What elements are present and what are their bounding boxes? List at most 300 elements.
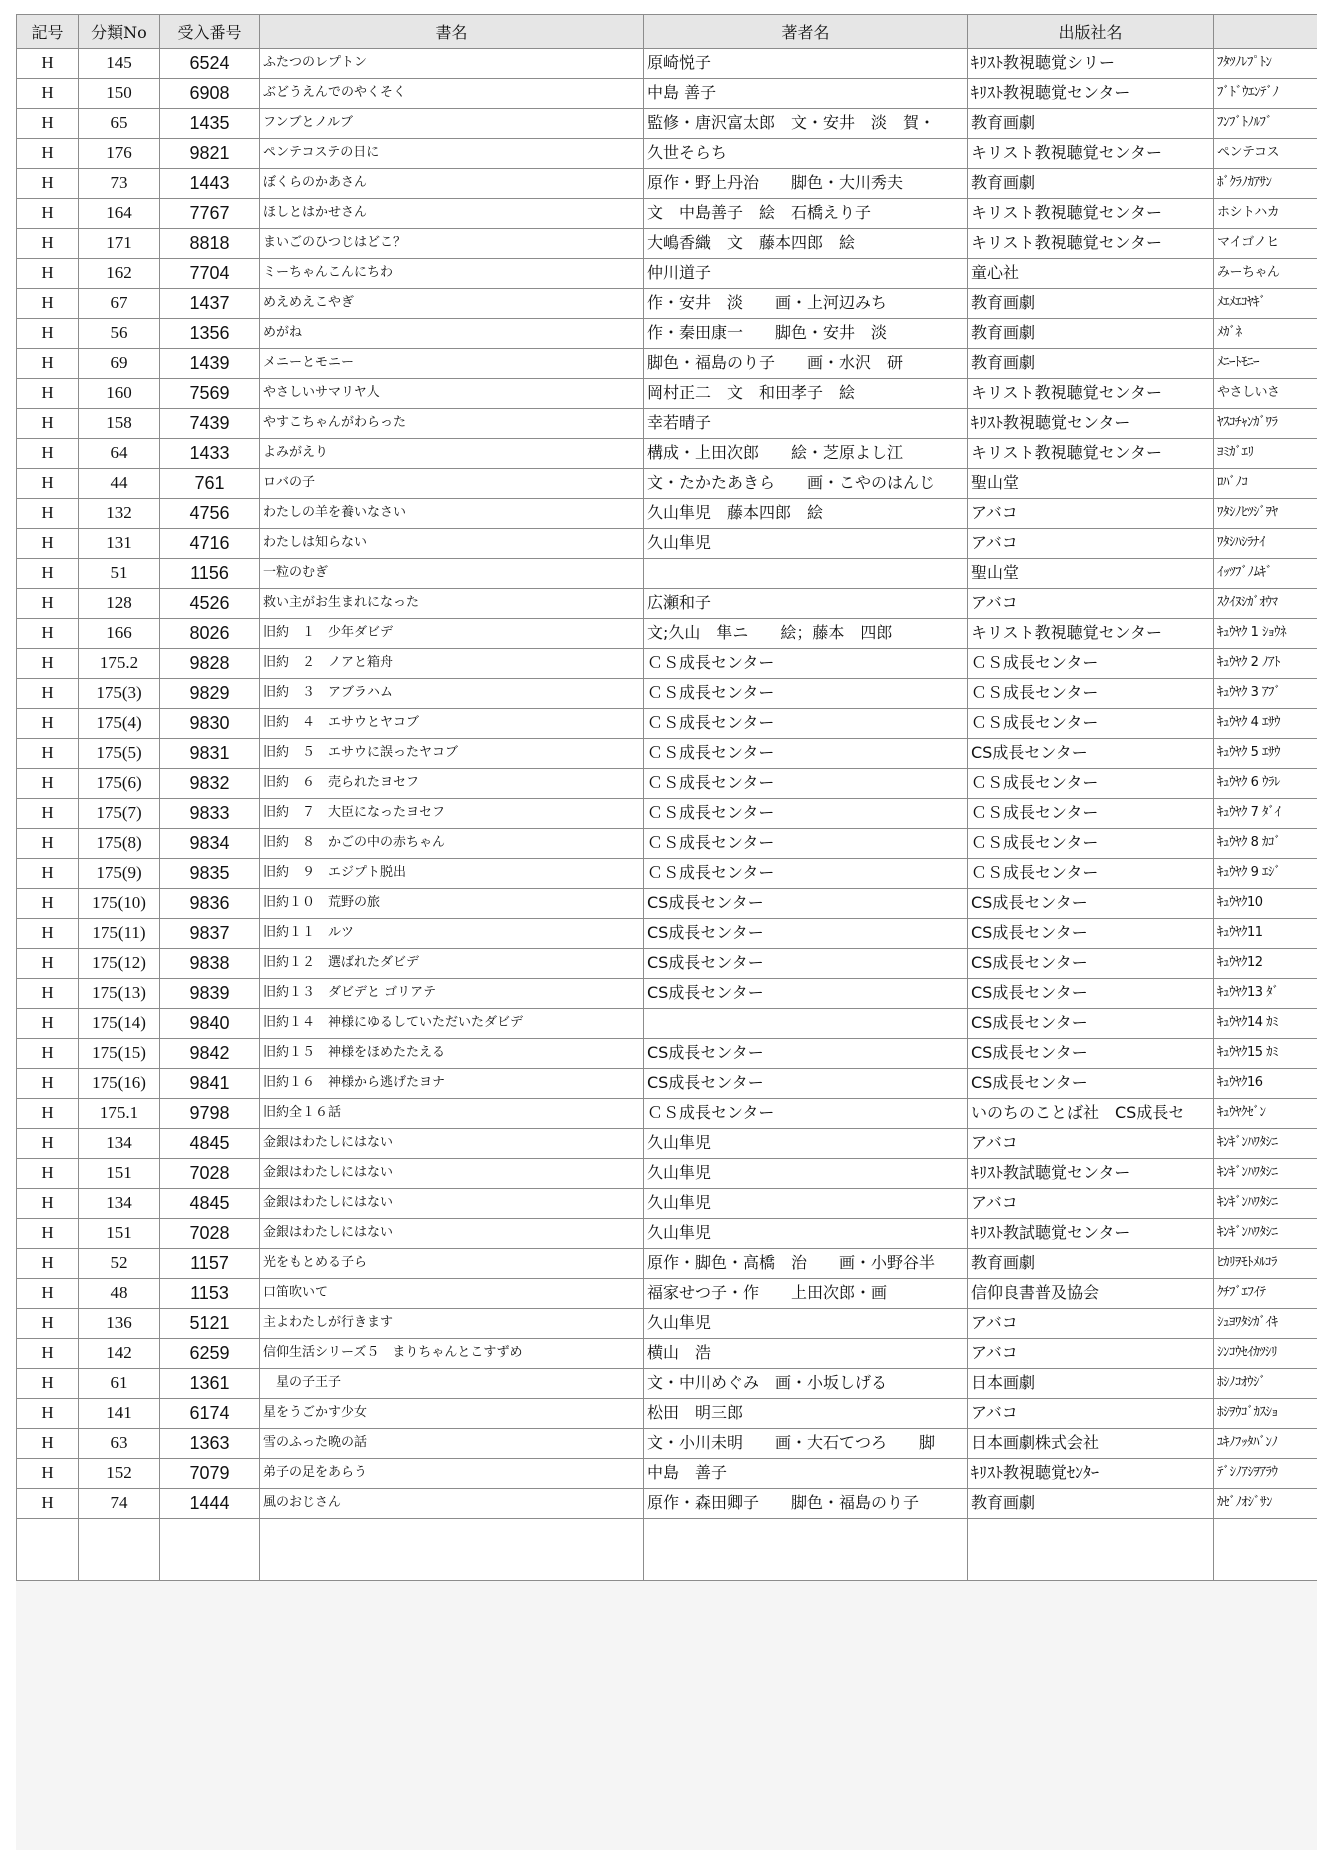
cell-bunrui-no: 44	[79, 469, 160, 499]
cell-author: ＣＳ成長センター	[644, 1099, 968, 1129]
cell-author: 原作・野上丹治 脚色・大川秀夫	[644, 169, 968, 199]
cell-kana: ﾎﾞｸﾗﾉｶｱｻﾝ	[1214, 169, 1317, 199]
cell-ukeire-bango: 9839	[160, 979, 260, 1009]
cell-title: 風のおじさん	[260, 1489, 644, 1519]
cell-author: 岡村正二 文 和田孝子 絵	[644, 379, 968, 409]
cell-bunrui-no: 151	[79, 1159, 160, 1189]
cell-kana: ﾌﾝﾌﾞﾄﾉﾙﾌﾞ	[1214, 109, 1317, 139]
cell-publisher: キリスト教視聴覚センター	[968, 439, 1214, 469]
table-row	[17, 259, 1317, 289]
cell-title: めえめえこやぎ	[260, 289, 644, 319]
empty-cell	[260, 1519, 644, 1581]
cell-bunrui-no: 141	[79, 1399, 160, 1429]
cell-kigo: H	[17, 1369, 79, 1399]
table-row	[17, 919, 1317, 949]
cell-publisher: ＣＳ成長センター	[968, 799, 1214, 829]
cell-author: 原作・森田卿子 脚色・福島のり子	[644, 1489, 968, 1519]
cell-bunrui-no: 175(4)	[79, 709, 160, 739]
cell-kigo: H	[17, 469, 79, 499]
cell-bunrui-no: 136	[79, 1309, 160, 1339]
cell-bunrui-no: 150	[79, 79, 160, 109]
cell-bunrui-no: 73	[79, 169, 160, 199]
cell-title: メニーとモニー	[260, 349, 644, 379]
cell-publisher: アバコ	[968, 1309, 1214, 1339]
cell-kigo: H	[17, 889, 79, 919]
cell-author: 大嶋香織 文 藤本四郎 絵	[644, 229, 968, 259]
cell-ukeire-bango: 1356	[160, 319, 260, 349]
cell-author: ＣＳ成長センター	[644, 739, 968, 769]
cell-kigo: H	[17, 289, 79, 319]
cell-ukeire-bango: 9798	[160, 1099, 260, 1129]
cell-title: ペンテコステの日に	[260, 139, 644, 169]
cell-author: CS成長センター	[644, 919, 968, 949]
cell-kigo: H	[17, 439, 79, 469]
cell-kigo: H	[17, 379, 79, 409]
cell-bunrui-no: 65	[79, 109, 160, 139]
cell-kana: ｷｭｳﾔｸ 7 ﾀﾞｲ	[1214, 799, 1317, 829]
table-row	[17, 229, 1317, 259]
table-row	[17, 709, 1317, 739]
cell-publisher: 日本画劇株式会社	[968, 1429, 1214, 1459]
cell-bunrui-no: 158	[79, 409, 160, 439]
cell-title: 主よわたしが行きます	[260, 1309, 644, 1339]
cell-publisher: アバコ	[968, 529, 1214, 559]
cell-publisher: ｷﾘｽﾄ教視聴覚センター	[968, 409, 1214, 439]
cell-publisher: CS成長センター	[968, 979, 1214, 1009]
cell-kigo: H	[17, 919, 79, 949]
cell-ukeire-bango: 9842	[160, 1039, 260, 1069]
cell-kigo: H	[17, 1159, 79, 1189]
cell-publisher: ｷﾘｽﾄ教視聴覚センター	[968, 79, 1214, 109]
cell-author: ＣＳ成長センター	[644, 769, 968, 799]
cell-title: やすこちゃんがわらった	[260, 409, 644, 439]
cell-kigo: H	[17, 979, 79, 1009]
cell-kana: ｲｯﾂﾌﾞﾉﾑｷﾞ	[1214, 559, 1317, 589]
table-row	[17, 859, 1317, 889]
cell-publisher: 教育画劇	[968, 169, 1214, 199]
cell-kigo: H	[17, 349, 79, 379]
cell-kigo: H	[17, 589, 79, 619]
cell-bunrui-no: 48	[79, 1279, 160, 1309]
cell-kigo: H	[17, 319, 79, 349]
cell-kana: ホシトハカ	[1214, 199, 1317, 229]
cell-ukeire-bango: 9841	[160, 1069, 260, 1099]
cell-kana: ペンテコス	[1214, 139, 1317, 169]
cell-title: 旧約 ７ 大臣になったヨセフ	[260, 799, 644, 829]
cell-kigo: H	[17, 649, 79, 679]
table-row	[17, 829, 1317, 859]
table-row	[17, 1429, 1317, 1459]
cell-bunrui-no: 162	[79, 259, 160, 289]
cell-author	[644, 1009, 968, 1039]
cell-kana: ｷｭｳﾔｸ 1 ｼｮｳﾈ	[1214, 619, 1317, 649]
table-row	[17, 289, 1317, 319]
cell-bunrui-no: 134	[79, 1189, 160, 1219]
cell-title: ロバの子	[260, 469, 644, 499]
cell-ukeire-bango: 7439	[160, 409, 260, 439]
cell-publisher: CS成長センター	[968, 1009, 1214, 1039]
cell-author: 中島 善子	[644, 79, 968, 109]
table-row	[17, 1189, 1317, 1219]
cell-ukeire-bango: 9829	[160, 679, 260, 709]
table-row	[17, 619, 1317, 649]
cell-ukeire-bango: 6259	[160, 1339, 260, 1369]
cell-kana: ﾒﾆｰﾄﾓﾆｰ	[1214, 349, 1317, 379]
cell-ukeire-bango: 7079	[160, 1459, 260, 1489]
cell-ukeire-bango: 9833	[160, 799, 260, 829]
cell-kigo: H	[17, 1249, 79, 1279]
cell-author: 構成・上田次郎 絵・芝原よし江	[644, 439, 968, 469]
cell-title: 金銀はわたしにはない	[260, 1219, 644, 1249]
cell-ukeire-bango: 7028	[160, 1159, 260, 1189]
table-row	[17, 169, 1317, 199]
cell-kana: みーちゃん	[1214, 259, 1317, 289]
cell-author: 久山隼児	[644, 1129, 968, 1159]
cell-publisher: CS成長センター	[968, 1039, 1214, 1069]
spreadsheet-page	[16, 14, 1317, 1850]
cell-kigo: H	[17, 259, 79, 289]
cell-kana: マイゴノヒ	[1214, 229, 1317, 259]
cell-kigo: H	[17, 499, 79, 529]
cell-kigo: H	[17, 1129, 79, 1159]
cell-ukeire-bango: 7028	[160, 1219, 260, 1249]
cell-author: 文・中川めぐみ 画・小坂しげる	[644, 1369, 968, 1399]
cell-kigo: H	[17, 199, 79, 229]
cell-publisher: ｷﾘｽﾄ教視聴覚シリー	[968, 49, 1214, 79]
cell-author: 脚色・福島のり子 画・水沢 研	[644, 349, 968, 379]
cell-title: 旧約 ４ エサウとヤコブ	[260, 709, 644, 739]
cell-kigo: H	[17, 409, 79, 439]
catalog-table	[16, 14, 1317, 1581]
cell-publisher: CS成長センター	[968, 1069, 1214, 1099]
cell-bunrui-no: 175(13)	[79, 979, 160, 1009]
cell-publisher: いのちのことば社 CS成長セ	[968, 1099, 1214, 1129]
cell-bunrui-no: 67	[79, 289, 160, 319]
cell-title: まいごのひつじはどこ？	[260, 229, 644, 259]
cell-kana: ｷｭｳﾔｸ12	[1214, 949, 1317, 979]
cell-kana: ﾒｴﾒｴｺﾔｷﾞ	[1214, 289, 1317, 319]
cell-kana: ｷｭｳﾔｸ14 ｶﾐ	[1214, 1009, 1317, 1039]
cell-kana: ｷｭｳﾔｸ15 ｶﾐ	[1214, 1039, 1317, 1069]
cell-author: 仲川道子	[644, 259, 968, 289]
cell-author: ＣＳ成長センター	[644, 829, 968, 859]
cell-kigo: H	[17, 1459, 79, 1489]
cell-author: 久山隼児 藤本四郎 絵	[644, 499, 968, 529]
cell-kana: ﾎｼｦｳｺﾞｶｽｼｮ	[1214, 1399, 1317, 1429]
cell-author: 広瀬和子	[644, 589, 968, 619]
cell-ukeire-bango: 1444	[160, 1489, 260, 1519]
cell-bunrui-no: 175(15)	[79, 1039, 160, 1069]
cell-title: 光をもとめる子ら	[260, 1249, 644, 1279]
cell-kana: ｼｭﾖﾜﾀｼｶﾞｲｷ	[1214, 1309, 1317, 1339]
cell-title: わたしの羊を養いなさい	[260, 499, 644, 529]
table-row	[17, 1009, 1317, 1039]
cell-publisher: 聖山堂	[968, 559, 1214, 589]
cell-kana: ｽｸｲﾇｼｶﾞｵｳﾏ	[1214, 589, 1317, 619]
table-row	[17, 469, 1317, 499]
table-row	[17, 1369, 1317, 1399]
cell-bunrui-no: 175(14)	[79, 1009, 160, 1039]
empty-cell	[160, 1519, 260, 1581]
cell-kigo: H	[17, 769, 79, 799]
cell-kigo: H	[17, 859, 79, 889]
table-row	[17, 589, 1317, 619]
cell-kana: ﾖﾐｶﾞｴﾘ	[1214, 439, 1317, 469]
cell-title: わたしは知らない	[260, 529, 644, 559]
cell-kigo: H	[17, 1069, 79, 1099]
empty-cell	[79, 1519, 160, 1581]
cell-bunrui-no: 56	[79, 319, 160, 349]
cell-ukeire-bango: 9838	[160, 949, 260, 979]
cell-kigo: H	[17, 229, 79, 259]
cell-kana: ﾒｶﾞﾈ	[1214, 319, 1317, 349]
cell-bunrui-no: 175(3)	[79, 679, 160, 709]
cell-publisher: ＣＳ成長センター	[968, 829, 1214, 859]
cell-ukeire-bango: 1157	[160, 1249, 260, 1279]
cell-author: 久山隼児	[644, 1219, 968, 1249]
cell-ukeire-bango: 1363	[160, 1429, 260, 1459]
cell-author: 作・秦田康一 脚色・安井 淡	[644, 319, 968, 349]
cell-publisher: アバコ	[968, 1189, 1214, 1219]
cell-title: やさしいサマリヤ人	[260, 379, 644, 409]
cell-title: 一粒のむぎ	[260, 559, 644, 589]
cell-author: 監修・唐沢富太郎 文・安井 淡 賀・	[644, 109, 968, 139]
table-row	[17, 319, 1317, 349]
cell-ukeire-bango: 9828	[160, 649, 260, 679]
cell-kigo: H	[17, 169, 79, 199]
cell-author: 福家せつ子・作 上田次郎・画	[644, 1279, 968, 1309]
cell-bunrui-no: 175(16)	[79, 1069, 160, 1099]
cell-publisher: ｷﾘｽﾄ教試聴覚センター	[968, 1219, 1214, 1249]
empty-cell	[968, 1519, 1214, 1581]
cell-title: 旧約 １ 少年ダビデ	[260, 619, 644, 649]
cell-author: 幸若晴子	[644, 409, 968, 439]
cell-title: 口笛吹いて	[260, 1279, 644, 1309]
cell-kigo: H	[17, 559, 79, 589]
cell-publisher: CS成長センター	[968, 919, 1214, 949]
cell-kana: ｼﾝｺｳｾｲｶﾂｼﾘ	[1214, 1339, 1317, 1369]
cell-title: 旧約１１ ルツ	[260, 919, 644, 949]
cell-publisher: キリスト教視聴覚センター	[968, 139, 1214, 169]
cell-publisher: アバコ	[968, 1129, 1214, 1159]
cell-publisher: アバコ	[968, 1339, 1214, 1369]
cell-title: 旧約１４ 神様にゆるしていただいたダビデ	[260, 1009, 644, 1039]
cell-publisher: ＣＳ成長センター	[968, 769, 1214, 799]
cell-publisher: CS成長センター	[968, 739, 1214, 769]
cell-bunrui-no: 132	[79, 499, 160, 529]
cell-ukeire-bango: 4526	[160, 589, 260, 619]
cell-title: 星をうごかす少女	[260, 1399, 644, 1429]
cell-kana: ｷｭｳﾔｸ 2 ﾉｱﾄ	[1214, 649, 1317, 679]
table-row	[17, 199, 1317, 229]
cell-kana: ｷｭｳﾔｸ 5 ｴｻｳ	[1214, 739, 1317, 769]
cell-publisher: キリスト教視聴覚センター	[968, 199, 1214, 229]
cell-ukeire-bango: 6908	[160, 79, 260, 109]
cell-author: 中島 善子	[644, 1459, 968, 1489]
cell-publisher: ｷﾘｽﾄ教視聴覚ｾﾝﾀｰ	[968, 1459, 1214, 1489]
cell-kana: ｷｭｳﾔｸ11	[1214, 919, 1317, 949]
cell-title: ふたつのレプトン	[260, 49, 644, 79]
cell-ukeire-bango: 7704	[160, 259, 260, 289]
cell-bunrui-no: 151	[79, 1219, 160, 1249]
cell-ukeire-bango: 1437	[160, 289, 260, 319]
cell-kigo: H	[17, 1279, 79, 1309]
table-row	[17, 1489, 1317, 1519]
cell-kigo: H	[17, 949, 79, 979]
cell-publisher: キリスト教視聴覚センター	[968, 229, 1214, 259]
cell-title: ほしとはかせさん	[260, 199, 644, 229]
table-row	[17, 79, 1317, 109]
table-row	[17, 1459, 1317, 1489]
table-row	[17, 139, 1317, 169]
table-row	[17, 679, 1317, 709]
header-kigo: 記号	[17, 15, 79, 49]
cell-kigo: H	[17, 1339, 79, 1369]
cell-ukeire-bango: 8818	[160, 229, 260, 259]
cell-bunrui-no: 175.1	[79, 1099, 160, 1129]
cell-bunrui-no: 164	[79, 199, 160, 229]
cell-author: 原崎悦子	[644, 49, 968, 79]
cell-kigo: H	[17, 799, 79, 829]
cell-kana: ﾃﾞｼﾉｱｼｦｱﾗｳ	[1214, 1459, 1317, 1489]
cell-kigo: H	[17, 1429, 79, 1459]
cell-kana: ｸﾁﾌﾞｴﾌｲﾃ	[1214, 1279, 1317, 1309]
cell-bunrui-no: 171	[79, 229, 160, 259]
cell-ukeire-bango: 1153	[160, 1279, 260, 1309]
cell-kigo: H	[17, 1099, 79, 1129]
cell-bunrui-no: 175(5)	[79, 739, 160, 769]
cell-publisher: 教育画劇	[968, 289, 1214, 319]
table-row	[17, 379, 1317, 409]
cell-bunrui-no: 134	[79, 1129, 160, 1159]
cell-kana: ﾋｶﾘｦﾓﾄﾒﾙｺﾗ	[1214, 1249, 1317, 1279]
cell-ukeire-bango: 1361	[160, 1369, 260, 1399]
cell-bunrui-no: 64	[79, 439, 160, 469]
cell-kana: ｷｭｳﾔｸ16	[1214, 1069, 1317, 1099]
cell-bunrui-no: 74	[79, 1489, 160, 1519]
cell-ukeire-bango: 5121	[160, 1309, 260, 1339]
cell-kana: ｶｾﾞﾉｵｼﾞｻﾝ	[1214, 1489, 1317, 1519]
cell-kana: ﾎｼﾉｺｵｳｼﾞ	[1214, 1369, 1317, 1399]
table-row	[17, 1069, 1317, 1099]
table-row	[17, 979, 1317, 1009]
cell-bunrui-no: 160	[79, 379, 160, 409]
cell-author: 久山隼児	[644, 529, 968, 559]
cell-title: 旧約１６ 神様から逃げたヨナ	[260, 1069, 644, 1099]
cell-author: 作・安井 淡 画・上河辺みち	[644, 289, 968, 319]
cell-publisher: アバコ	[968, 1399, 1214, 1429]
cell-kana: ﾔｽｺﾁｬﾝｶﾞﾜﾗ	[1214, 409, 1317, 439]
cell-bunrui-no: 175(10)	[79, 889, 160, 919]
cell-kana: ｷﾝｷﾞﾝﾊﾜﾀｼﾆ	[1214, 1129, 1317, 1159]
cell-ukeire-bango: 6524	[160, 49, 260, 79]
cell-publisher: 信仰良書普及協会	[968, 1279, 1214, 1309]
cell-kana: ｷｭｳﾔｸ 9 ｴｼﾞ	[1214, 859, 1317, 889]
cell-author: 文 中島善子 絵 石橋えり子	[644, 199, 968, 229]
table-row	[17, 529, 1317, 559]
cell-kigo: H	[17, 1219, 79, 1249]
cell-title: 旧約 ３ アブラハム	[260, 679, 644, 709]
cell-author: CS成長センター	[644, 1069, 968, 1099]
cell-title: 金銀はわたしにはない	[260, 1189, 644, 1219]
cell-ukeire-bango: 8026	[160, 619, 260, 649]
cell-publisher: アバコ	[968, 499, 1214, 529]
cell-title: 旧約１５ 神様をほめたたえる	[260, 1039, 644, 1069]
cell-publisher: CS成長センター	[968, 889, 1214, 919]
cell-kana: ｷｭｳﾔｸ 6 ｳﾗﾚ	[1214, 769, 1317, 799]
cell-publisher: ＣＳ成長センター	[968, 649, 1214, 679]
table-row	[17, 1399, 1317, 1429]
cell-author	[644, 559, 968, 589]
cell-bunrui-no: 142	[79, 1339, 160, 1369]
table-row	[17, 1129, 1317, 1159]
cell-ukeire-bango: 7767	[160, 199, 260, 229]
cell-publisher: 日本画劇	[968, 1369, 1214, 1399]
table-row	[17, 1099, 1317, 1129]
table-row	[17, 1339, 1317, 1369]
header-bunrui-no: 分類No	[79, 15, 160, 49]
cell-ukeire-bango: 9831	[160, 739, 260, 769]
cell-title: 旧約１０ 荒野の旅	[260, 889, 644, 919]
cell-kigo: H	[17, 109, 79, 139]
cell-ukeire-bango: 1156	[160, 559, 260, 589]
cell-author: 文・小川未明 画・大石てつろ 脚	[644, 1429, 968, 1459]
cell-kana: ﾜﾀｼﾊｼﾗﾅｲ	[1214, 529, 1317, 559]
cell-bunrui-no: 152	[79, 1459, 160, 1489]
empty-cell	[644, 1519, 968, 1581]
table-row	[17, 439, 1317, 469]
header-ukeire-bango: 受入番号	[160, 15, 260, 49]
cell-publisher: 教育画劇	[968, 319, 1214, 349]
table-row	[17, 949, 1317, 979]
header-title: 書名	[260, 15, 644, 49]
cell-ukeire-bango: 9834	[160, 829, 260, 859]
cell-bunrui-no: 175(11)	[79, 919, 160, 949]
cell-publisher: CS成長センター	[968, 949, 1214, 979]
cell-kigo: H	[17, 1399, 79, 1429]
cell-publisher: ｷﾘｽﾄ教試聴覚センター	[968, 1159, 1214, 1189]
cell-title: 金銀はわたしにはない	[260, 1129, 644, 1159]
cell-kana: やさしいさ	[1214, 379, 1317, 409]
cell-author: 久山隼児	[644, 1159, 968, 1189]
cell-bunrui-no: 63	[79, 1429, 160, 1459]
cell-kana: ｷｭｳﾔｸ10	[1214, 889, 1317, 919]
cell-kana: ﾕｷﾉﾌｯﾀﾊﾞﾝﾉ	[1214, 1429, 1317, 1459]
cell-kigo: H	[17, 1489, 79, 1519]
cell-bunrui-no: 175(9)	[79, 859, 160, 889]
cell-ukeire-bango: 4716	[160, 529, 260, 559]
cell-bunrui-no: 61	[79, 1369, 160, 1399]
table-row	[17, 49, 1317, 79]
cell-ukeire-bango: 6174	[160, 1399, 260, 1429]
cell-kigo: H	[17, 1189, 79, 1219]
table-row	[17, 739, 1317, 769]
table-row	[17, 559, 1317, 589]
cell-kigo: H	[17, 1009, 79, 1039]
cell-title: よみがえり	[260, 439, 644, 469]
cell-author: 文;久山 隼ニ 絵；藤本 四郎	[644, 619, 968, 649]
cell-publisher: キリスト教視聴覚センター	[968, 619, 1214, 649]
table-row	[17, 109, 1317, 139]
empty-row	[17, 1519, 1317, 1581]
table-body	[17, 49, 1317, 1581]
cell-author: 久山隼児	[644, 1189, 968, 1219]
cell-author: 文・たかたあきら 画・こやのはんじ	[644, 469, 968, 499]
cell-kana: ﾜﾀｼﾉﾋﾂｼﾞｦﾔ	[1214, 499, 1317, 529]
cell-title: めがね	[260, 319, 644, 349]
cell-title: 旧約 ２ ノアと箱舟	[260, 649, 644, 679]
cell-kigo: H	[17, 139, 79, 169]
